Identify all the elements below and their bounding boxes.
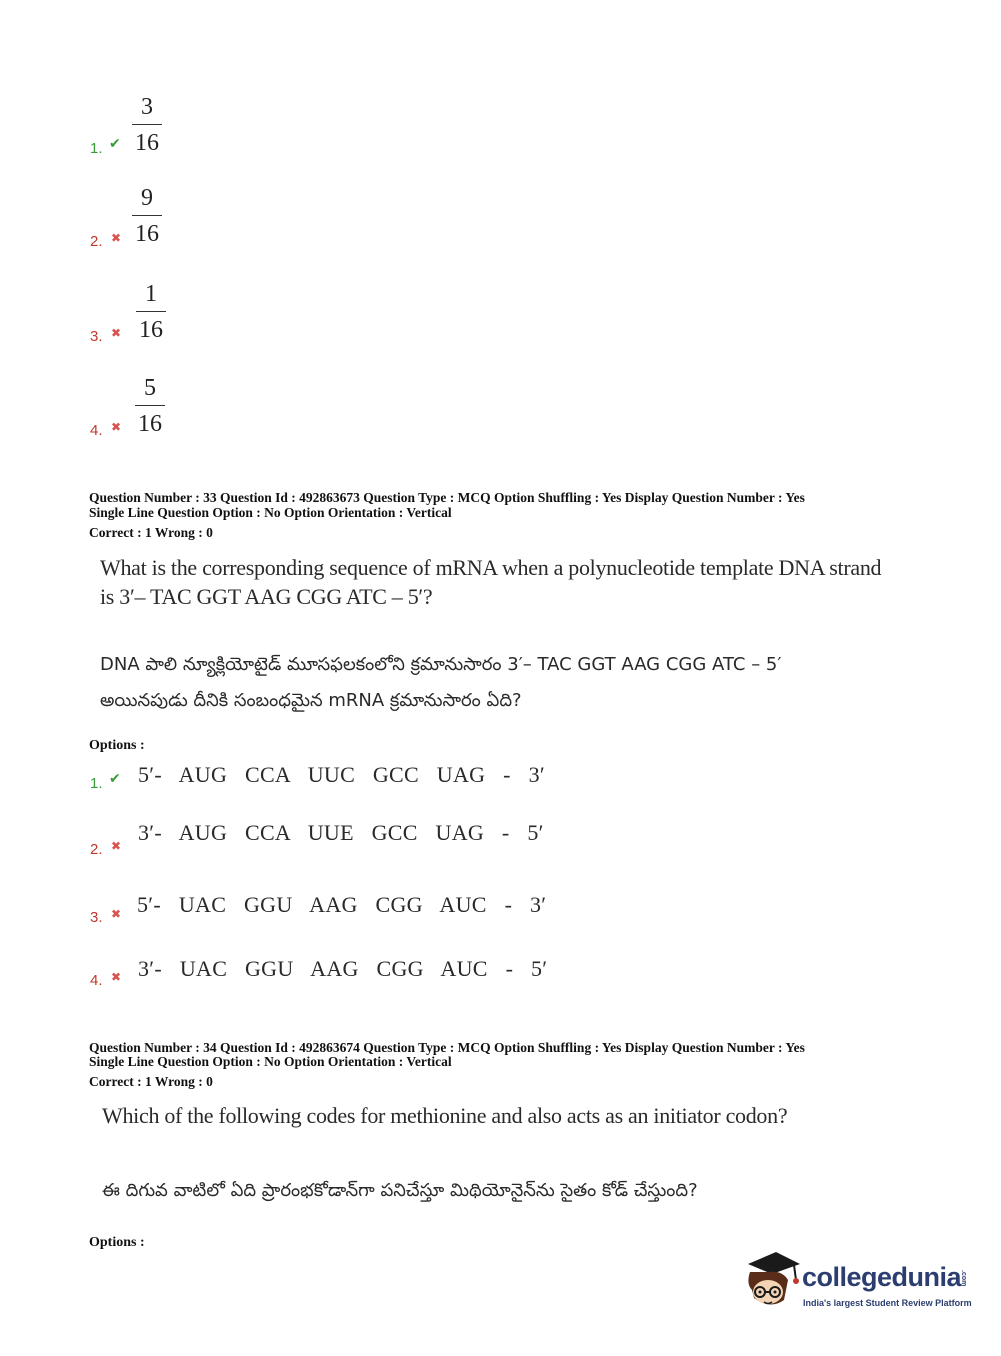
fraction-bar	[132, 215, 162, 216]
cross-icon: ✖	[111, 907, 122, 921]
option-index: 1.	[90, 140, 103, 157]
option-text: 3′- AUG CCA UUE GCC UAG - 5′	[138, 820, 544, 845]
numerator: 5	[144, 375, 156, 401]
cross-icon: ✖	[111, 970, 122, 984]
denominator: 16	[135, 130, 159, 156]
option-index: 4.	[90, 422, 103, 439]
numerator: 9	[141, 185, 153, 211]
denominator: 16	[135, 221, 159, 247]
option-index: 3.	[90, 909, 103, 926]
question-meta-line-2: Single Line Question Option : No Option Orientation : Vertical	[89, 1054, 452, 1069]
option-index: 4.	[90, 972, 103, 989]
denominator: 16	[139, 317, 163, 343]
fraction	[136, 279, 166, 345]
numerator: 1	[145, 281, 157, 307]
option-index: 2.	[90, 233, 103, 250]
check-icon: ✔	[109, 771, 121, 787]
question-text-en-line-1: What is the corresponding sequence of mRNA when a polynucleotide template DNA strand	[100, 555, 882, 580]
option-index: 3.	[90, 328, 103, 345]
option-index: 1.	[90, 775, 103, 792]
check-icon: ✔	[109, 136, 121, 152]
denominator: 16	[138, 411, 162, 437]
options-label: Options :	[89, 738, 145, 753]
collegedunia-logo	[742, 1250, 972, 1320]
question-meta-line-2: Single Line Question Option : No Option Orientation : Vertical	[89, 505, 452, 520]
option-text: 5′- UAC GGU AAG CGG AUC - 3′	[137, 892, 547, 917]
fraction-bar	[135, 405, 165, 406]
options-label: Options :	[89, 1235, 145, 1250]
fraction-bar	[136, 311, 166, 312]
option-index: 2.	[90, 841, 103, 858]
fraction	[135, 373, 165, 439]
fraction	[132, 183, 162, 249]
cross-icon: ✖	[111, 420, 122, 434]
fraction	[132, 92, 162, 158]
brand-tagline: India's largest Student Review Platform	[803, 1298, 972, 1308]
option-text: 5′- AUG CCA UUC GCC UAG - 3′	[138, 762, 545, 787]
fraction-bar	[132, 124, 162, 125]
question-text-te: ఈ దిగువ వాటిలో ఏది ప్రారంభకోడాన్‌గా పనిచేస్తూ మిథియోనైన్‌ను సైతం కోడ్ చేస్తుంది?	[102, 1180, 698, 1201]
question-text-en: Which of the following codes for methionine and also acts as an initiator codon?	[102, 1103, 788, 1128]
question-marks: Correct : 1 Wrong : 0	[89, 1074, 213, 1089]
brand-name: collegedunia	[802, 1262, 962, 1292]
option-text: 3′- UAC GGU AAG CGG AUC - 5′	[138, 956, 548, 981]
question-meta-line-1: Question Number : 33 Question Id : 492863673 Question Type : MCQ Option Shuffling : Yes Display Question Number : Yes	[89, 490, 805, 505]
question-text-te-line-2: అయినపుడు దీనికి సంబంధమైన mRNA క్రమానుసారం ఏది?	[100, 690, 522, 711]
cross-icon: ✖	[111, 231, 122, 245]
cross-icon: ✖	[111, 326, 122, 340]
numerator: 3	[141, 94, 153, 120]
mascot-icon	[742, 1250, 800, 1312]
brand-suffix: .com	[960, 1270, 967, 1287]
question-text-en-line-2: is 3′– TAC GGT AAG CGG ATC – 5′?	[100, 584, 433, 609]
question-meta-line-1: Question Number : 34 Question Id : 492863674 Question Type : MCQ Option Shuffling : Yes Display Question Number : Yes	[89, 1040, 805, 1055]
cross-icon: ✖	[111, 839, 122, 853]
question-text-te-line-1: DNA పాలి న్యూక్లియోటైడ్ మూసఫలకంలోని క్రమానుసారం 3′– TAC GGT AAG CGG ATC – 5′	[100, 654, 782, 675]
question-marks: Correct : 1 Wrong : 0	[89, 525, 213, 540]
